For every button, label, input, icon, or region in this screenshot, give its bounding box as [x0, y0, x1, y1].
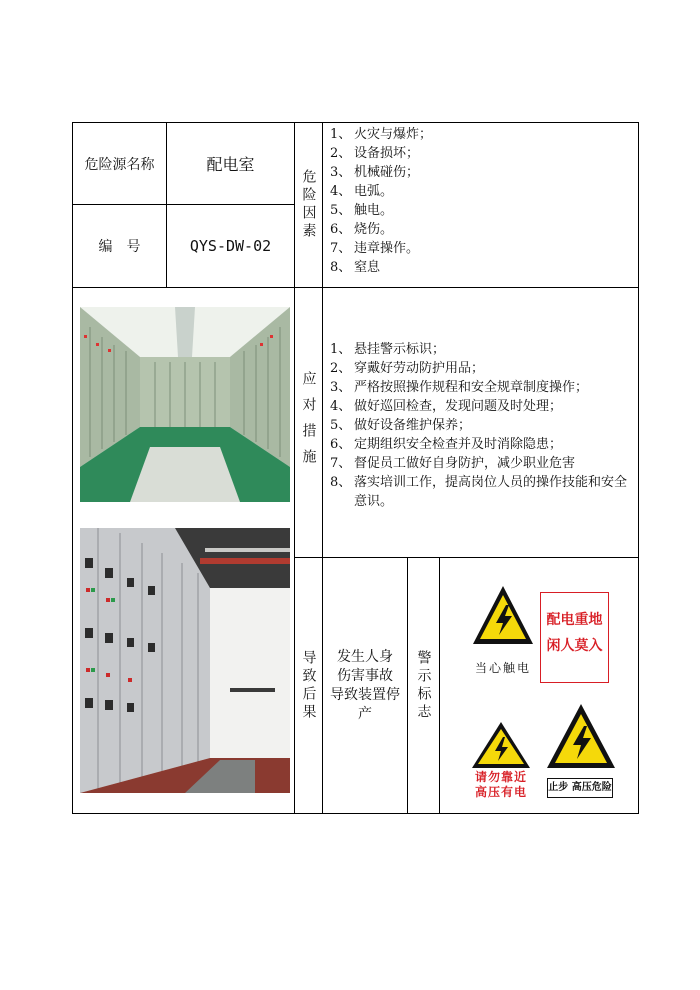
warning-sign-high-voltage-keep-away — [466, 720, 536, 802]
switchroom-photo-2 — [80, 528, 290, 793]
lightning-triangle-icon — [466, 720, 536, 770]
risk-factor-item-number: 5、 — [330, 203, 352, 218]
measure-item-text: 严格按照操作规程和安全规章制度操作； — [354, 380, 589, 395]
risk-factors-label: 危险因素 — [300, 169, 317, 241]
risk-factor-item-number: 6、 — [330, 222, 352, 237]
consequence-line-1: 发生人身伤害事故 — [337, 648, 393, 684]
risk-factor-item-text: 电弧。 — [354, 184, 394, 199]
measure-item — [330, 359, 632, 378]
measure-item-text: 督促员工做好自身防护，减少职业危害 — [354, 456, 576, 471]
sign4-caption: 止步 高压危险 — [547, 778, 613, 798]
consequences-cell — [323, 558, 407, 813]
measure-item — [330, 416, 632, 435]
switchroom-photo-2-graphic — [80, 528, 290, 793]
measures-list — [330, 340, 632, 511]
risk-factor-item — [330, 182, 630, 201]
hazard-source-value: 配电室 — [206, 155, 255, 174]
measure-item-text: 定期组织安全检查并及时消除隐患； — [354, 437, 563, 452]
measures-label: 应对措施 — [300, 370, 317, 475]
sign2-line-2: 闲人莫入 — [546, 638, 603, 654]
risk-factor-item-text: 烧伤。 — [354, 222, 394, 237]
measure-item-number: 2、 — [330, 361, 352, 376]
measure-item-text: 落实培训工作，提高岗位人员的操作技能和安全意识。 — [354, 475, 628, 509]
risk-factor-item-text: 触电。 — [354, 203, 394, 218]
measure-item — [330, 473, 632, 511]
risk-factor-item-text: 机械碰伤； — [354, 165, 420, 180]
sign3-line-2: 高压有电 — [474, 785, 527, 799]
measure-item — [330, 454, 632, 473]
sign3-line-1: 请勿靠近 — [474, 770, 527, 784]
risk-factor-item — [330, 163, 630, 182]
warning-signs-label-cell — [408, 558, 439, 813]
risk-factor-item — [330, 144, 630, 163]
risk-factor-item-number: 2、 — [330, 146, 352, 161]
risk-factor-item-number: 8、 — [330, 260, 352, 275]
warning-signs-label: 警示标志 — [415, 649, 432, 722]
sign2-line-1: 配电重地 — [546, 612, 603, 628]
measure-item — [330, 378, 632, 397]
risk-factor-item-number: 4、 — [330, 184, 352, 199]
lightning-triangle-icon — [470, 583, 536, 649]
measure-item — [330, 340, 632, 359]
lightning-triangle-icon — [545, 702, 617, 772]
risk-factor-item-number: 1、 — [330, 127, 352, 142]
switchroom-photo-1-graphic — [80, 307, 290, 502]
warning-sign-electric-shock — [470, 583, 536, 683]
risk-factor-item-text: 设备损坏； — [354, 146, 420, 161]
measure-item-number: 6、 — [330, 437, 352, 452]
consequence-line-2: 导致装置停产 — [330, 686, 400, 722]
measure-item-text: 悬挂警示标识； — [354, 342, 446, 357]
risk-factors-label-cell — [295, 123, 322, 287]
measure-item-number: 8、 — [330, 475, 352, 490]
measure-item-number: 3、 — [330, 380, 352, 395]
risk-factors-list — [330, 125, 630, 277]
risk-factor-item-text: 违章操作。 — [354, 241, 420, 256]
measure-item-text: 做好巡回检查，发现问题及时处理； — [354, 399, 563, 414]
risk-factor-item-number: 3、 — [330, 165, 352, 180]
hazard-source-label: 危险源名称 — [84, 156, 155, 173]
number-value: QYS-DW-02 — [189, 237, 272, 255]
risk-factor-item-text: 火灾与爆炸； — [354, 127, 433, 142]
risk-factor-item-number: 7、 — [330, 241, 352, 256]
risk-factor-item — [330, 258, 630, 277]
number-label: 编 号 — [98, 239, 141, 255]
measure-item-text: 穿戴好劳动防护用品； — [354, 361, 485, 376]
measure-item-number: 4、 — [330, 399, 352, 414]
measure-item — [330, 397, 632, 416]
risk-factor-item-text: 窒息 — [354, 260, 381, 275]
warning-sign-stop-high-voltage — [545, 702, 617, 800]
switchroom-photo-1 — [80, 307, 290, 502]
risk-factor-item — [330, 201, 630, 220]
consequences-label: 导致后果 — [300, 649, 317, 722]
consequences-label-cell — [295, 558, 322, 813]
measure-item-number: 5、 — [330, 418, 352, 433]
measure-item-text: 做好设备维护保养； — [354, 418, 472, 433]
sign1-caption: 当心触电 — [474, 661, 531, 675]
measure-item — [330, 435, 632, 454]
risk-factor-item — [330, 239, 630, 258]
risk-factor-item — [330, 220, 630, 239]
measure-item-number: 7、 — [330, 456, 352, 471]
risk-factor-item — [330, 125, 630, 144]
warning-sign-restricted-area — [540, 592, 609, 683]
measure-item-number: 1、 — [330, 342, 352, 357]
measures-label-cell — [295, 288, 322, 557]
